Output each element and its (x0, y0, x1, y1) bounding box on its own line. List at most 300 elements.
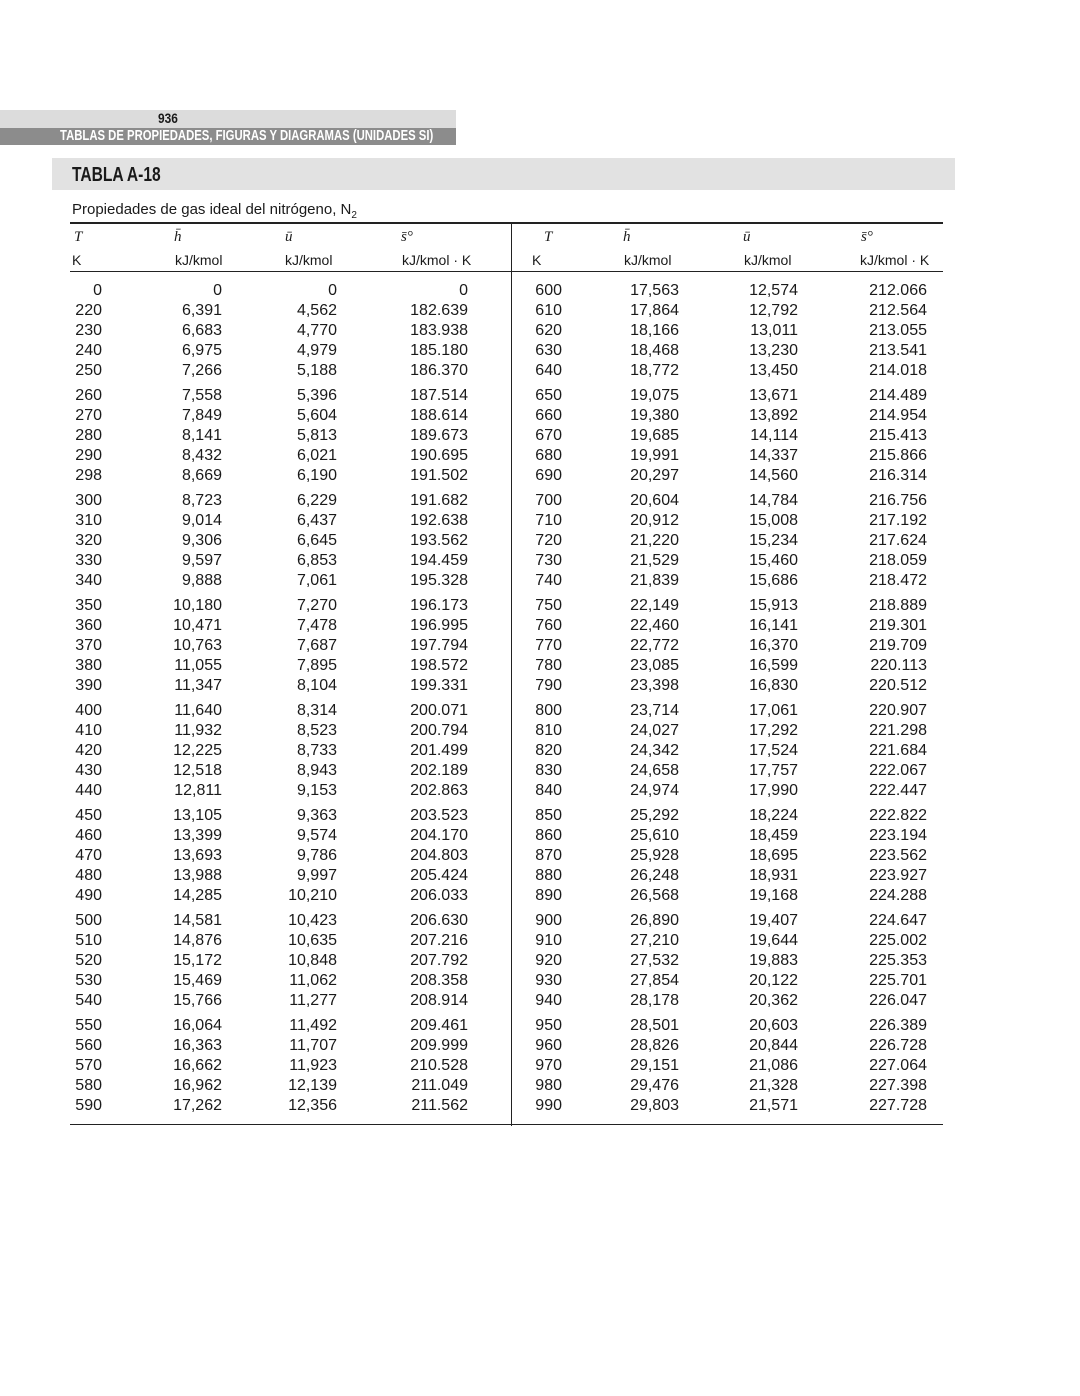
cell-entropy: 195.328 (410, 572, 468, 589)
cell-temperature: 920 (535, 952, 562, 969)
cell-enthalpy: 15,469 (173, 972, 222, 989)
cell-temperature: 600 (535, 282, 562, 299)
cell-temperature: 860 (535, 827, 562, 844)
cell-internal-energy: 7,270 (296, 597, 337, 614)
cell-temperature: 330 (75, 552, 102, 569)
cell-enthalpy: 6,683 (181, 322, 222, 339)
cell-entropy: 218.472 (869, 572, 927, 589)
cell-enthalpy: 16,662 (173, 1057, 222, 1074)
cell-enthalpy: 26,890 (630, 912, 679, 929)
cell-entropy: 210.528 (410, 1057, 468, 1074)
cell-internal-energy: 6,190 (296, 467, 337, 484)
cell-internal-energy: 12,574 (749, 282, 798, 299)
cell-entropy: 200.071 (410, 702, 468, 719)
table-top-rule (70, 222, 943, 224)
cell-temperature: 960 (535, 1037, 562, 1054)
cell-entropy: 219.709 (869, 637, 927, 654)
cell-temperature: 830 (535, 762, 562, 779)
cell-temperature: 990 (535, 1097, 562, 1114)
cell-enthalpy: 17,864 (630, 302, 679, 319)
cell-temperature: 290 (75, 447, 102, 464)
cell-entropy: 213.055 (869, 322, 927, 339)
cell-entropy: 223.562 (869, 847, 927, 864)
cell-enthalpy: 8,141 (181, 427, 222, 444)
cell-entropy: 223.194 (869, 827, 927, 844)
cell-temperature: 610 (535, 302, 562, 319)
cell-temperature: 790 (535, 677, 562, 694)
cell-entropy: 193.562 (410, 532, 468, 549)
column-symbol: ū (285, 229, 293, 245)
cell-entropy: 196.995 (410, 617, 468, 634)
cell-internal-energy: 16,141 (749, 617, 798, 634)
cell-enthalpy: 26,568 (630, 887, 679, 904)
cell-enthalpy: 16,064 (173, 1017, 222, 1034)
cell-entropy: 223.927 (869, 867, 927, 884)
cell-internal-energy: 6,645 (296, 532, 337, 549)
column-unit: kJ/kmol (744, 252, 792, 268)
cell-enthalpy: 10,471 (173, 617, 222, 634)
cell-entropy: 204.170 (410, 827, 468, 844)
cell-entropy: 196.173 (410, 597, 468, 614)
cell-entropy: 191.682 (410, 492, 468, 509)
cell-enthalpy: 8,723 (181, 492, 222, 509)
cell-temperature: 760 (535, 617, 562, 634)
cell-enthalpy: 24,342 (630, 742, 679, 759)
cell-internal-energy: 0 (328, 282, 337, 299)
cell-internal-energy: 11,277 (289, 992, 337, 1009)
cell-entropy: 203.523 (410, 807, 468, 824)
cell-internal-energy: 10,423 (288, 912, 337, 929)
cell-enthalpy: 11,640 (174, 702, 222, 719)
cell-internal-energy: 14,784 (749, 492, 798, 509)
cell-enthalpy: 23,714 (630, 702, 679, 719)
cell-internal-energy: 17,990 (749, 782, 798, 799)
cell-internal-energy: 19,168 (749, 887, 798, 904)
cell-internal-energy: 7,061 (296, 572, 337, 589)
cell-temperature: 480 (75, 867, 102, 884)
cell-temperature: 470 (75, 847, 102, 864)
header-rule (70, 271, 943, 272)
column-symbol: h̄ (174, 229, 182, 245)
cell-entropy: 191.502 (410, 467, 468, 484)
cell-temperature: 350 (75, 597, 102, 614)
cell-internal-energy: 13,671 (749, 387, 798, 404)
cell-enthalpy: 27,854 (630, 972, 679, 989)
cell-internal-energy: 13,230 (749, 342, 798, 359)
cell-internal-energy: 12,792 (749, 302, 798, 319)
cell-internal-energy: 19,407 (749, 912, 798, 929)
cell-enthalpy: 10,180 (173, 597, 222, 614)
cell-temperature: 340 (75, 572, 102, 589)
section-title: TABLAS DE PROPIEDADES, FIGURAS Y DIAGRAMAS (UNIDADES SI) (60, 128, 434, 144)
cell-temperature: 390 (75, 677, 102, 694)
cell-temperature: 730 (535, 552, 562, 569)
cell-entropy: 185.180 (410, 342, 468, 359)
cell-entropy: 202.189 (410, 762, 468, 779)
cell-enthalpy: 15,172 (173, 952, 222, 969)
cell-enthalpy: 22,772 (630, 637, 679, 654)
cell-entropy: 189.673 (410, 427, 468, 444)
cell-temperature: 510 (75, 932, 102, 949)
cell-entropy: 216.314 (869, 467, 927, 484)
cell-enthalpy: 20,297 (630, 467, 679, 484)
cell-entropy: 217.624 (869, 532, 927, 549)
cell-enthalpy: 7,266 (181, 362, 222, 379)
column-symbol: T (544, 229, 553, 245)
cell-enthalpy: 15,766 (173, 992, 222, 1009)
cell-temperature: 620 (535, 322, 562, 339)
cell-enthalpy: 11,055 (174, 657, 222, 674)
cell-enthalpy: 8,432 (181, 447, 222, 464)
cell-temperature: 570 (75, 1057, 102, 1074)
cell-enthalpy: 16,962 (173, 1077, 222, 1094)
cell-temperature: 810 (535, 722, 562, 739)
column-symbol: s̄° (401, 229, 413, 245)
cell-enthalpy: 23,085 (630, 657, 679, 674)
cell-entropy: 188.614 (410, 407, 468, 424)
cell-enthalpy: 9,888 (181, 572, 222, 589)
cell-entropy: 224.288 (869, 887, 927, 904)
caption-text: Propiedades de gas ideal del nitrógeno, N (72, 201, 352, 218)
cell-temperature: 820 (535, 742, 562, 759)
cell-enthalpy: 18,772 (630, 362, 679, 379)
cell-enthalpy: 20,604 (630, 492, 679, 509)
cell-entropy: 205.424 (410, 867, 468, 884)
cell-internal-energy: 20,844 (749, 1037, 798, 1054)
cell-enthalpy: 6,391 (181, 302, 222, 319)
cell-temperature: 650 (535, 387, 562, 404)
cell-internal-energy: 16,370 (749, 637, 798, 654)
column-unit: K (532, 252, 542, 268)
cell-enthalpy: 6,975 (181, 342, 222, 359)
cell-temperature: 590 (75, 1097, 102, 1114)
cell-internal-energy: 4,979 (296, 342, 337, 359)
cell-enthalpy: 25,928 (630, 847, 679, 864)
cell-entropy: 182.639 (410, 302, 468, 319)
cell-temperature: 870 (535, 847, 562, 864)
cell-entropy: 218.889 (869, 597, 927, 614)
cell-enthalpy: 11,347 (174, 677, 222, 694)
cell-temperature: 680 (535, 447, 562, 464)
cell-entropy: 216.756 (869, 492, 927, 509)
cell-internal-energy: 18,931 (749, 867, 798, 884)
cell-entropy: 200.794 (410, 722, 468, 739)
cell-enthalpy: 21,529 (630, 552, 679, 569)
cell-entropy: 222.067 (869, 762, 927, 779)
cell-internal-energy: 8,943 (296, 762, 337, 779)
cell-internal-energy: 11,492 (289, 1017, 337, 1034)
cell-temperature: 630 (535, 342, 562, 359)
page-number: 936 (158, 110, 178, 126)
cell-temperature: 840 (535, 782, 562, 799)
cell-temperature: 450 (75, 807, 102, 824)
cell-internal-energy: 8,104 (296, 677, 337, 694)
cell-temperature: 250 (75, 362, 102, 379)
cell-temperature: 910 (535, 932, 562, 949)
cell-internal-energy: 6,229 (296, 492, 337, 509)
cell-internal-energy: 9,574 (296, 827, 337, 844)
cell-temperature: 310 (75, 512, 102, 529)
cell-enthalpy: 24,974 (630, 782, 679, 799)
cell-temperature: 750 (535, 597, 562, 614)
cell-entropy: 225.353 (869, 952, 927, 969)
cell-temperature: 670 (535, 427, 562, 444)
column-unit: kJ/kmol (624, 252, 672, 268)
cell-entropy: 212.564 (869, 302, 927, 319)
cell-temperature: 260 (75, 387, 102, 404)
column-symbol: T (74, 229, 83, 245)
cell-temperature: 270 (75, 407, 102, 424)
cell-internal-energy: 20,122 (749, 972, 798, 989)
cell-enthalpy: 18,468 (630, 342, 679, 359)
cell-entropy: 190.695 (410, 447, 468, 464)
cell-enthalpy: 19,380 (630, 407, 679, 424)
cell-entropy: 204.803 (410, 847, 468, 864)
column-unit: kJ/kmol · K (860, 252, 930, 268)
cell-temperature: 640 (535, 362, 562, 379)
cell-internal-energy: 15,686 (749, 572, 798, 589)
cell-internal-energy: 11,062 (289, 972, 337, 989)
cell-enthalpy: 22,460 (630, 617, 679, 634)
cell-entropy: 213.541 (869, 342, 927, 359)
cell-internal-energy: 17,061 (749, 702, 798, 719)
cell-internal-energy: 15,234 (749, 532, 798, 549)
cell-enthalpy: 28,178 (630, 992, 679, 1009)
cell-entropy: 198.572 (410, 657, 468, 674)
cell-temperature: 540 (75, 992, 102, 1009)
cell-temperature: 298 (75, 467, 102, 484)
cell-internal-energy: 10,848 (288, 952, 337, 969)
cell-enthalpy: 19,991 (630, 447, 679, 464)
cell-entropy: 226.728 (869, 1037, 927, 1054)
cell-internal-energy: 13,011 (750, 322, 798, 339)
cell-temperature: 930 (535, 972, 562, 989)
cell-entropy: 183.938 (410, 322, 468, 339)
cell-internal-energy: 4,770 (296, 322, 337, 339)
cell-enthalpy: 7,558 (181, 387, 222, 404)
cell-temperature: 490 (75, 887, 102, 904)
cell-internal-energy: 9,363 (296, 807, 337, 824)
cell-entropy: 209.999 (410, 1037, 468, 1054)
cell-enthalpy: 29,151 (630, 1057, 679, 1074)
cell-internal-energy: 14,337 (749, 447, 798, 464)
cell-enthalpy: 17,262 (173, 1097, 222, 1114)
cell-entropy: 219.301 (869, 617, 927, 634)
table-id: TABLA A-18 (72, 164, 161, 186)
cell-temperature: 890 (535, 887, 562, 904)
cell-temperature: 550 (75, 1017, 102, 1034)
cell-internal-energy: 15,008 (749, 512, 798, 529)
cell-enthalpy: 7,849 (181, 407, 222, 424)
cell-internal-energy: 7,895 (296, 657, 337, 674)
cell-internal-energy: 17,292 (749, 722, 798, 739)
cell-internal-energy: 19,883 (749, 952, 798, 969)
cell-enthalpy: 19,685 (630, 427, 679, 444)
cell-internal-energy: 7,687 (296, 637, 337, 654)
cell-enthalpy: 0 (213, 282, 222, 299)
cell-entropy: 220.512 (869, 677, 927, 694)
cell-enthalpy: 19,075 (630, 387, 679, 404)
cell-enthalpy: 12,518 (173, 762, 222, 779)
cell-enthalpy: 26,248 (630, 867, 679, 884)
cell-internal-energy: 18,459 (749, 827, 798, 844)
cell-enthalpy: 27,210 (630, 932, 679, 949)
cell-entropy: 187.514 (410, 387, 468, 404)
cell-enthalpy: 12,811 (174, 782, 222, 799)
cell-temperature: 400 (75, 702, 102, 719)
cell-temperature: 380 (75, 657, 102, 674)
cell-temperature: 460 (75, 827, 102, 844)
cell-internal-energy: 12,356 (288, 1097, 337, 1114)
cell-internal-energy: 8,733 (296, 742, 337, 759)
cell-enthalpy: 23,398 (630, 677, 679, 694)
cell-temperature: 440 (75, 782, 102, 799)
cell-entropy: 211.562 (411, 1097, 468, 1114)
cell-temperature: 690 (535, 467, 562, 484)
cell-entropy: 206.033 (410, 887, 468, 904)
cell-entropy: 201.499 (410, 742, 468, 759)
cell-temperature: 710 (535, 512, 562, 529)
cell-entropy: 220.113 (870, 657, 927, 674)
cell-internal-energy: 18,695 (749, 847, 798, 864)
cell-temperature: 800 (535, 702, 562, 719)
cell-enthalpy: 9,014 (181, 512, 222, 529)
cell-enthalpy: 13,105 (173, 807, 222, 824)
cell-internal-energy: 8,314 (296, 702, 337, 719)
caption-subscript: 2 (351, 210, 357, 221)
cell-enthalpy: 8,669 (181, 467, 222, 484)
cell-entropy: 192.638 (410, 512, 468, 529)
cell-entropy: 208.358 (410, 972, 468, 989)
cell-entropy: 227.398 (869, 1077, 927, 1094)
cell-temperature: 410 (75, 722, 102, 739)
cell-internal-energy: 12,139 (288, 1077, 337, 1094)
cell-temperature: 780 (535, 657, 562, 674)
cell-temperature: 950 (535, 1017, 562, 1034)
cell-enthalpy: 12,225 (173, 742, 222, 759)
cell-temperature: 220 (75, 302, 102, 319)
cell-entropy: 221.298 (869, 722, 927, 739)
cell-internal-energy: 16,599 (749, 657, 798, 674)
cell-internal-energy: 15,913 (749, 597, 798, 614)
cell-entropy: 221.684 (869, 742, 927, 759)
cell-internal-energy: 11,707 (289, 1037, 337, 1054)
cell-internal-energy: 18,224 (749, 807, 798, 824)
cell-internal-energy: 21,086 (749, 1057, 798, 1074)
cell-temperature: 580 (75, 1077, 102, 1094)
cell-enthalpy: 10,763 (173, 637, 222, 654)
cell-enthalpy: 21,220 (630, 532, 679, 549)
cell-entropy: 226.389 (869, 1017, 927, 1034)
cell-temperature: 970 (535, 1057, 562, 1074)
cell-internal-energy: 9,786 (296, 847, 337, 864)
cell-entropy: 206.630 (410, 912, 468, 929)
cell-enthalpy: 25,292 (630, 807, 679, 824)
cell-temperature: 430 (75, 762, 102, 779)
cell-enthalpy: 20,912 (630, 512, 679, 529)
cell-entropy: 199.331 (410, 677, 468, 694)
cell-internal-energy: 5,396 (296, 387, 337, 404)
cell-temperature: 720 (535, 532, 562, 549)
cell-internal-energy: 5,188 (296, 362, 337, 379)
cell-enthalpy: 11,932 (174, 722, 222, 739)
cell-internal-energy: 19,644 (749, 932, 798, 949)
cell-temperature: 530 (75, 972, 102, 989)
column-unit: kJ/kmol · K (402, 252, 472, 268)
cell-temperature: 560 (75, 1037, 102, 1054)
column-symbol: ū (743, 229, 751, 245)
cell-temperature: 940 (535, 992, 562, 1009)
cell-enthalpy: 27,532 (630, 952, 679, 969)
column-symbol: s̄° (861, 229, 873, 245)
cell-entropy: 207.216 (410, 932, 468, 949)
cell-internal-energy: 20,362 (749, 992, 798, 1009)
cell-internal-energy: 13,892 (749, 407, 798, 424)
cell-temperature: 280 (75, 427, 102, 444)
cell-internal-energy: 9,153 (296, 782, 337, 799)
cell-internal-energy: 10,210 (288, 887, 337, 904)
cell-temperature: 500 (75, 912, 102, 929)
cell-enthalpy: 22,149 (630, 597, 679, 614)
column-divider (511, 224, 512, 1126)
cell-internal-energy: 13,450 (749, 362, 798, 379)
cell-temperature: 900 (535, 912, 562, 929)
cell-entropy: 227.064 (869, 1057, 927, 1074)
cell-internal-energy: 20,603 (749, 1017, 798, 1034)
cell-temperature: 770 (535, 637, 562, 654)
cell-internal-energy: 5,604 (296, 407, 337, 424)
cell-entropy: 194.459 (410, 552, 468, 569)
cell-enthalpy: 24,658 (630, 762, 679, 779)
cell-internal-energy: 14,560 (749, 467, 798, 484)
cell-enthalpy: 13,988 (173, 867, 222, 884)
cell-enthalpy: 24,027 (630, 722, 679, 739)
cell-enthalpy: 29,476 (630, 1077, 679, 1094)
cell-enthalpy: 14,876 (173, 932, 222, 949)
cell-enthalpy: 9,597 (181, 552, 222, 569)
cell-entropy: 227.728 (869, 1097, 927, 1114)
cell-enthalpy: 28,826 (630, 1037, 679, 1054)
table-caption (72, 201, 357, 221)
cell-enthalpy: 21,839 (630, 572, 679, 589)
cell-temperature: 520 (75, 952, 102, 969)
cell-internal-energy: 17,524 (749, 742, 798, 759)
cell-temperature: 240 (75, 342, 102, 359)
cell-entropy: 214.018 (869, 362, 927, 379)
cell-internal-energy: 4,562 (296, 302, 337, 319)
cell-enthalpy: 13,693 (173, 847, 222, 864)
cell-entropy: 0 (459, 282, 468, 299)
cell-entropy: 222.822 (869, 807, 927, 824)
table-bottom-rule (70, 1124, 943, 1125)
cell-enthalpy: 14,285 (173, 887, 222, 904)
cell-temperature: 300 (75, 492, 102, 509)
cell-temperature: 980 (535, 1077, 562, 1094)
cell-enthalpy: 28,501 (630, 1017, 679, 1034)
cell-entropy: 202.863 (410, 782, 468, 799)
cell-internal-energy: 11,923 (289, 1057, 337, 1074)
cell-internal-energy: 8,523 (296, 722, 337, 739)
cell-temperature: 740 (535, 572, 562, 589)
cell-enthalpy: 17,563 (630, 282, 679, 299)
cell-entropy: 186.370 (410, 362, 468, 379)
cell-internal-energy: 9,997 (296, 867, 337, 884)
cell-internal-energy: 21,571 (749, 1097, 798, 1114)
cell-enthalpy: 13,399 (173, 827, 222, 844)
cell-temperature: 0 (93, 282, 102, 299)
cell-temperature: 320 (75, 532, 102, 549)
cell-temperature: 370 (75, 637, 102, 654)
